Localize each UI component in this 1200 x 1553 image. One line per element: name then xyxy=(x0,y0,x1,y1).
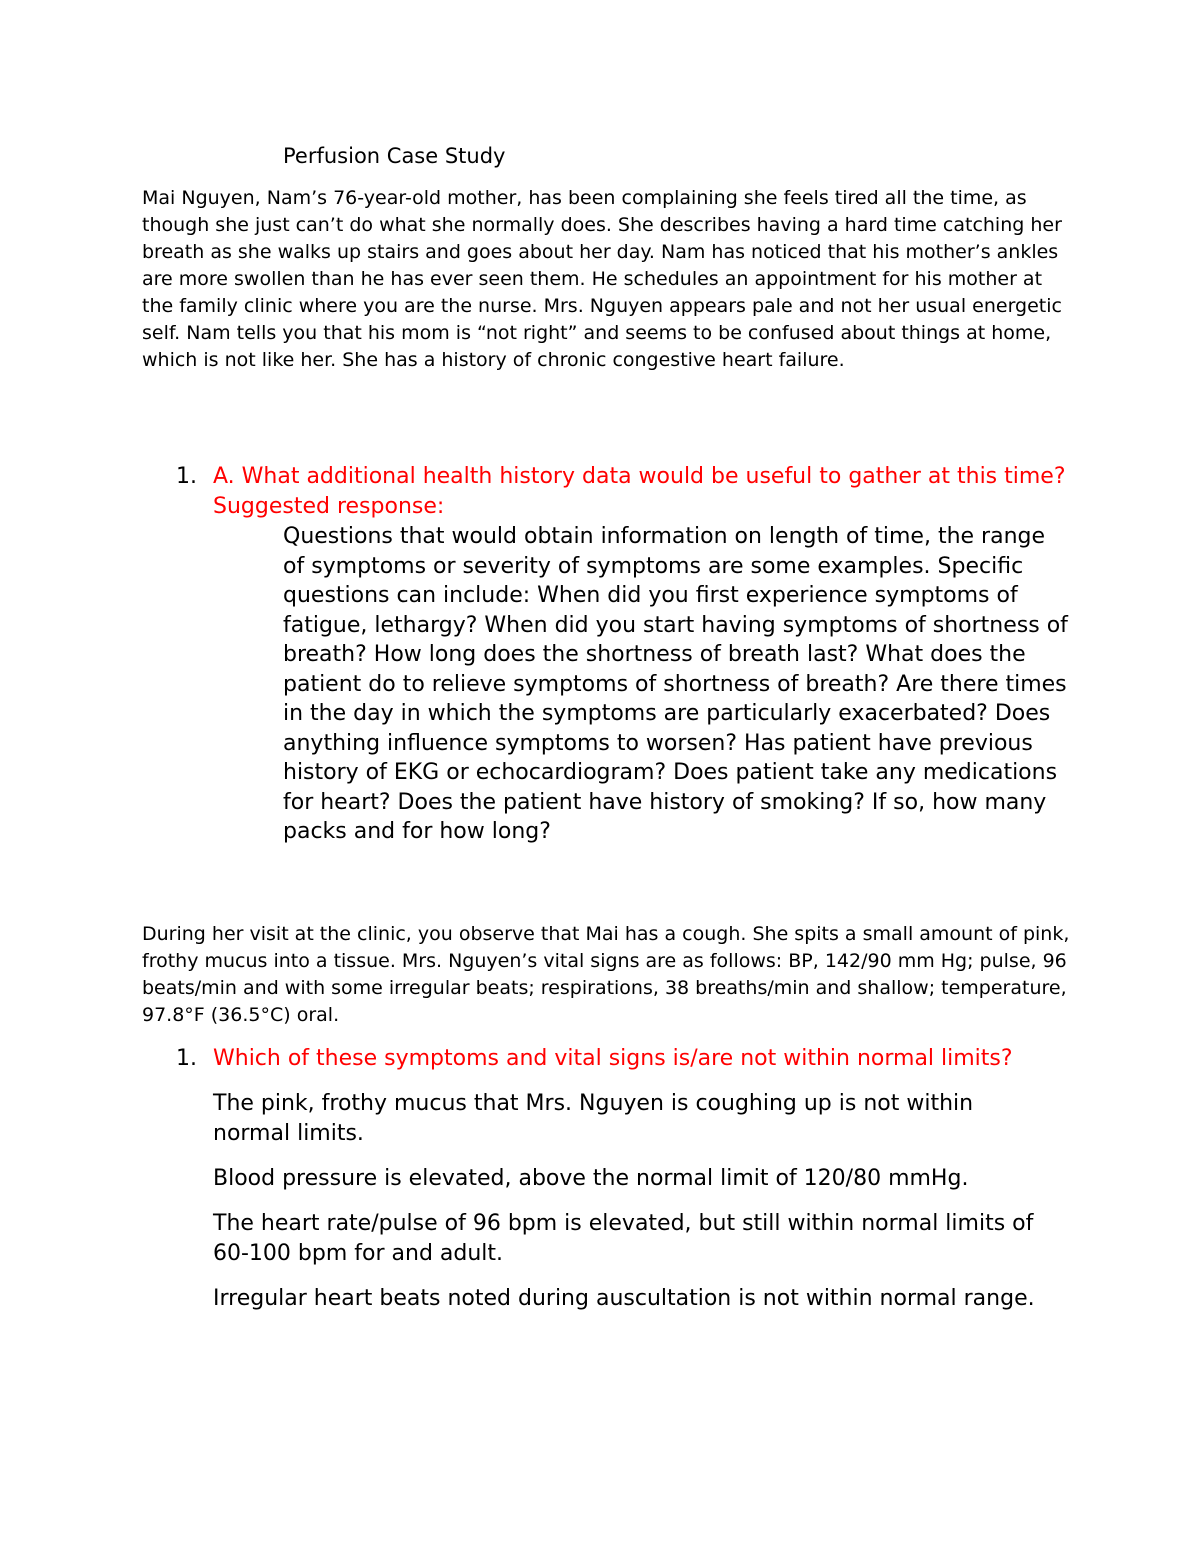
question-2-text: Which of these symptoms and vital signs is/are not within normal limits? xyxy=(213,1046,1013,1071)
answer-heart-rate: The heart rate/pulse of 96 bpm is elevated, but still within normal limits of 60-100 bpm for and adult. xyxy=(213,1211,1034,1266)
clinic-visit-paragraph: During her visit at the clinic, you observe that Mai has a cough. She spits a small amount of pink, frothy mucus into a tissue. Mrs. Nguyen’s vital signs are as follows: BP, 142/90 mm Hg; pulse, 96 beats/min and with some irregular beats; respirations, 38 breaths/min and shallow; temperature, 97.8°F (36.5°C) oral. xyxy=(142,923,1070,1026)
page-title: Perfusion Case Study xyxy=(283,144,506,168)
question-1-text: A. What additional health history data would be useful to gather at this time? Suggested response: xyxy=(213,464,1066,519)
question-1-block xyxy=(142,462,1072,847)
question-1-answer: Questions that would obtain information on length of time, the range of symptoms or severity of symptoms are some examples. Specific questions can include: When did you first experience symptoms of fatigue, lethargy? When did you start having symptoms of shortness of breath? How long does the shortness of breath last? What does the patient do to relieve symptoms of shortness of breath? Are there times in the day in which the symptoms are particularly exacerbated? Does anything influence symptoms to worsen? Has patient have previous history of EKG or echocardiogram? Does patient take any medications for heart? Does the patient have history of smoking? If so, how many packs and for how long? xyxy=(283,524,1068,844)
question-2-block xyxy=(142,1044,1072,1329)
case-intro-paragraph: Mai Nguyen, Nam’s 76-year-old mother, has been complaining she feels tired all the time, as though she just can’t do what she normally does. She describes having a hard time catching her breath as she walks up stairs and goes about her day. Nam has noticed that his mother’s ankles are more swollen than he has ever seen them. He schedules an appointment for his mother at the family clinic where you are the nurse. Mrs. Nguyen appears pale and not her usual energetic self. Nam tells you that his mom is “not right” and seems to be confused about things at home, which is not like her. She has a history of chronic congestive heart failure. xyxy=(142,187,1062,371)
question-2-number: 1. xyxy=(176,1046,197,1071)
answer-irregular-beats: Irregular heart beats noted during auscultation is not within normal range. xyxy=(213,1286,1035,1311)
question-1-number: 1. xyxy=(176,464,197,489)
answer-blood-pressure: Blood pressure is elevated, above the normal limit of 120/80 mmHg. xyxy=(213,1166,969,1191)
answer-mucus: The pink, frothy mucus that Mrs. Nguyen is coughing up is not within normal limits. xyxy=(213,1091,974,1146)
